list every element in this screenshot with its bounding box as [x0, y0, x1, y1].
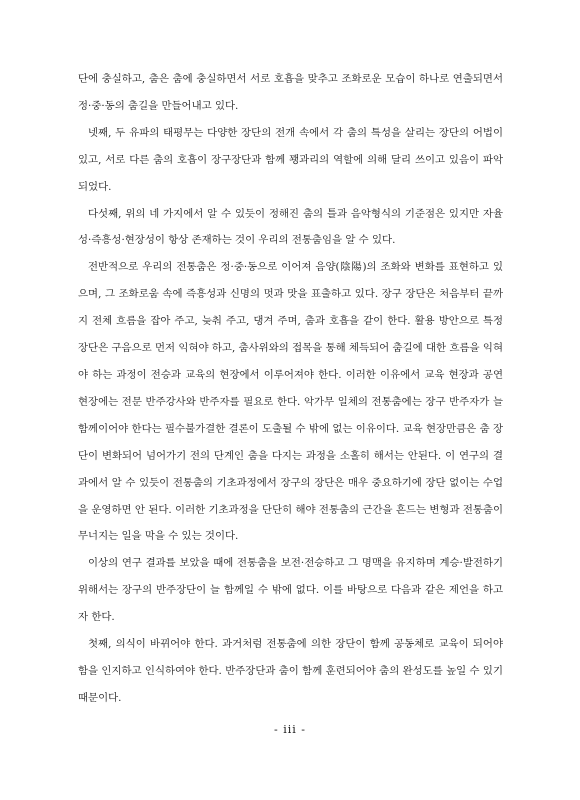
body-text [78, 66, 503, 712]
paragraph-fifth: 다섯째, 위의 네 가지에서 알 수 있듯이 정해진 춤의 틀과 음악형식의 기준점은 있지만 자율성·즉흥성·현장성이 항상 존재하는 것이 우리의 전통춤임을 알 수 있다. [78, 207, 503, 247]
page-number: - iii - [274, 723, 306, 736]
paragraph-overall: 전반적으로 우리의 전통춤은 정·중·동으로 이어져 음양(陰陽)의 조화와 변화를 표현하고 있으며, 그 조화로움 속에 즉흥성과 신명의 멋과 맛을 표출하고 있다. 장구 장단은 처음부터 끝까지 전체 흐름을 잡아 주고, 늦춰 주고, 댕겨 주며, 춤과 호흡을 같이 한다. 활용 방안으로 특정 장단은 구음으로 먼저 익혀야 하고, 춤사위와의 접목을 통해 체득되어 춤길에 대한 흐름을 익혀야 하는 과정이 전승과 교육의 현장에서 이루어져야 한다. 이러한 이유에서 교육 현장과 공연 현장에는 전문 반주강사와 반주자를 필요로 한다. 악가무 일체의 전통춤에는 장구 반주자가 늘 함께이어야 한다는 필수불가결한 결론이 도출될 수 밖에 없는 이유이다. 교육 현장만큼은 춤 장단이 변화되어 넘어가기 전의 단계인 춤을 다지는 과정을 소홀히 해서는 안된다. 이 연구의 결과에서 알 수 있듯이 전통춤의 기초과정에서 장구의 장단은 매우 중요하기에 장단 없이는 수업을 운영하면 안 된다. 이러한 기초과정을 단단히 해야 전통춤의 근간을 흔드는 변형과 전통춤이 무너지는 일을 막을 수 있는 것이다. [78, 261, 503, 543]
paragraph-fourth: 넷째, 두 유파의 태평무는 다양한 장단의 전개 속에서 각 춤의 특성을 살리는 장단의 어법이 있고, 서로 다른 춤의 호흡이 장구장단과 함께 꽹과리의 역할에 의해 달리 쓰이고 있음이 파악되었다. [78, 126, 503, 193]
paragraph-first-suggestion: 첫째, 의식이 바뀌어야 한다. 과거처럼 전통춤에 의한 장단이 함께 공동체로 교육이 되어야 함을 인지하고 인식하여야 한다. 반주장단과 춤이 함께 훈련되어야 춤의 완성도를 높일 수 있기 때문이다. [78, 638, 503, 704]
paragraph-continued: 단에 충실하고, 춤은 춤에 충실하면서 서로 호흡을 맞추고 조화로운 모습이 하나로 연출되면서 정·중·동의 춤길을 만들어내고 있다. [78, 73, 503, 112]
paragraph-summary: 이상의 연구 결과를 보았을 때에 전통춤을 보전·전승하고 그 명맥을 유지하며 계승·발전하기 위해서는 장구의 반주장단이 늘 함께일 수 밖에 없다. 이를 바탕으로 다음과 같은 제언을 하고자 한다. [78, 557, 503, 624]
